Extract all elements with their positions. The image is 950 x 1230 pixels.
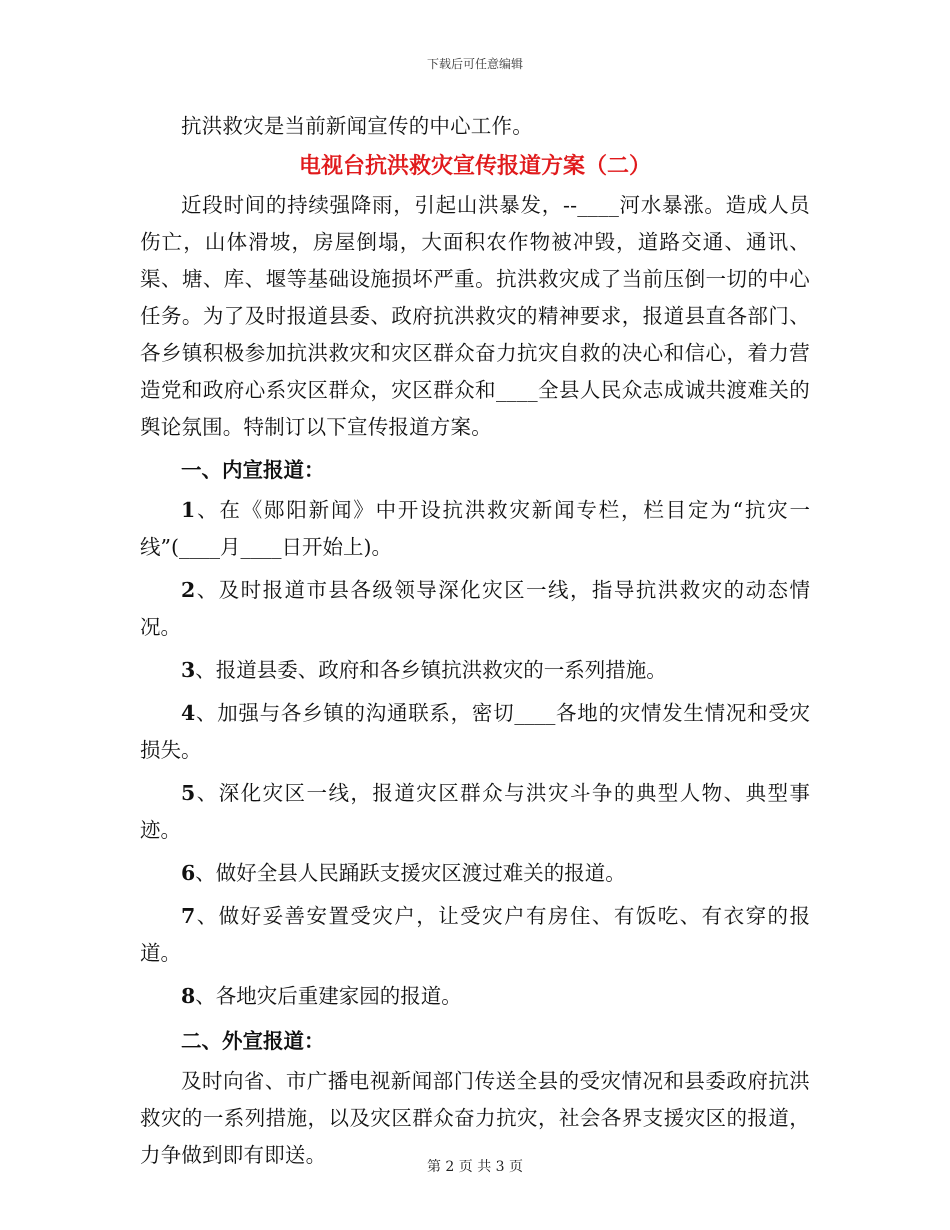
intro-line: 抗洪救灾是当前新闻宣传的中心工作。 xyxy=(181,114,533,138)
section-heading-internal: 一、内宣报道： xyxy=(181,458,325,482)
list-item xyxy=(140,572,810,652)
list-item xyxy=(140,978,810,1021)
list-item-number: 7 xyxy=(181,904,196,928)
header-note: 下载后可任意编辑 xyxy=(426,57,523,71)
list-item-number: 5 xyxy=(181,781,196,805)
list-item-text: 、加强与各乡镇的沟通联系，密切____各地的灾情发生情况和受灾损失。 xyxy=(140,701,810,762)
list-item-number: 8 xyxy=(181,984,196,1008)
document-body xyxy=(140,108,810,1174)
list-item xyxy=(140,898,810,978)
list-item-text: 、各地灾后重建家园的报道。 xyxy=(195,984,462,1008)
list-item-text: 、做好妥善安置受灾户，让受灾户有房住、有饭吃、有衣穿的报道。 xyxy=(140,904,810,965)
section-heading-external: 二、外宣报道： xyxy=(181,1029,325,1053)
main-paragraph: 近段时间的持续强降雨，引起山洪暴发，--____河水暴涨。造成人员伤亡，山体滑坡，房屋倒塌，大面积农作物被冲毁，道路交通、通讯、渠、塘、库、堰等基础设施损坏严重。抗洪救灾成了当前压倒一切的中心任务。为了及时报道县委、政府抗洪救灾的精神要求，报道县直各部门、各乡镇积极参加抗洪救灾和灾区群众奋力抗灾自救的决心和信心，着力营造党和政府心系灾区群众，灾区群众和____全县人民众志成诚共渡难关的舆论氛围。特制订以下宣传报道方案。 xyxy=(140,193,810,439)
list-item xyxy=(140,652,810,695)
list-item-number: 3 xyxy=(181,658,196,682)
list-item-number: 1 xyxy=(181,498,196,522)
page-footer: 第 2 页 共 3 页 xyxy=(426,1159,524,1175)
list-item xyxy=(140,695,810,775)
list-item-text: 、深化灾区一线，报道灾区群众与洪灾斗争的典型人物、典型事迹。 xyxy=(140,781,810,842)
list-item-text: 、及时报道市县各级领导深化灾区一线，指导抗洪救灾的动态情况。 xyxy=(140,578,810,639)
list-item xyxy=(140,855,810,898)
list-item-text: 、报道县委、政府和各乡镇抗洪救灾的一系列措施。 xyxy=(195,658,667,682)
list-item xyxy=(140,492,810,572)
list-item-number: 4 xyxy=(181,701,196,725)
list-item-text: 、在《郧阳新闻》中开设抗洪救灾新闻专栏，栏目定为“抗灾一线”(____月____日开始上)。 xyxy=(140,498,810,559)
list-item xyxy=(140,775,810,855)
closing-paragraph: 及时向省、市广播电视新闻部门传送全县的受灾情况和县委政府抗洪救灾的一系列措施，以及灾区群众奋力抗灾，社会各界支援灾区的报道，力争做到即有即送。 xyxy=(140,1069,810,1167)
list-item-number: 6 xyxy=(181,861,196,885)
document-title: 电视台抗洪救灾宣传报道方案（二） xyxy=(298,153,651,179)
list-item-number: 2 xyxy=(181,578,196,602)
list-item-text: 、做好全县人民踊跃支援灾区渡过难关的报道。 xyxy=(195,861,626,885)
